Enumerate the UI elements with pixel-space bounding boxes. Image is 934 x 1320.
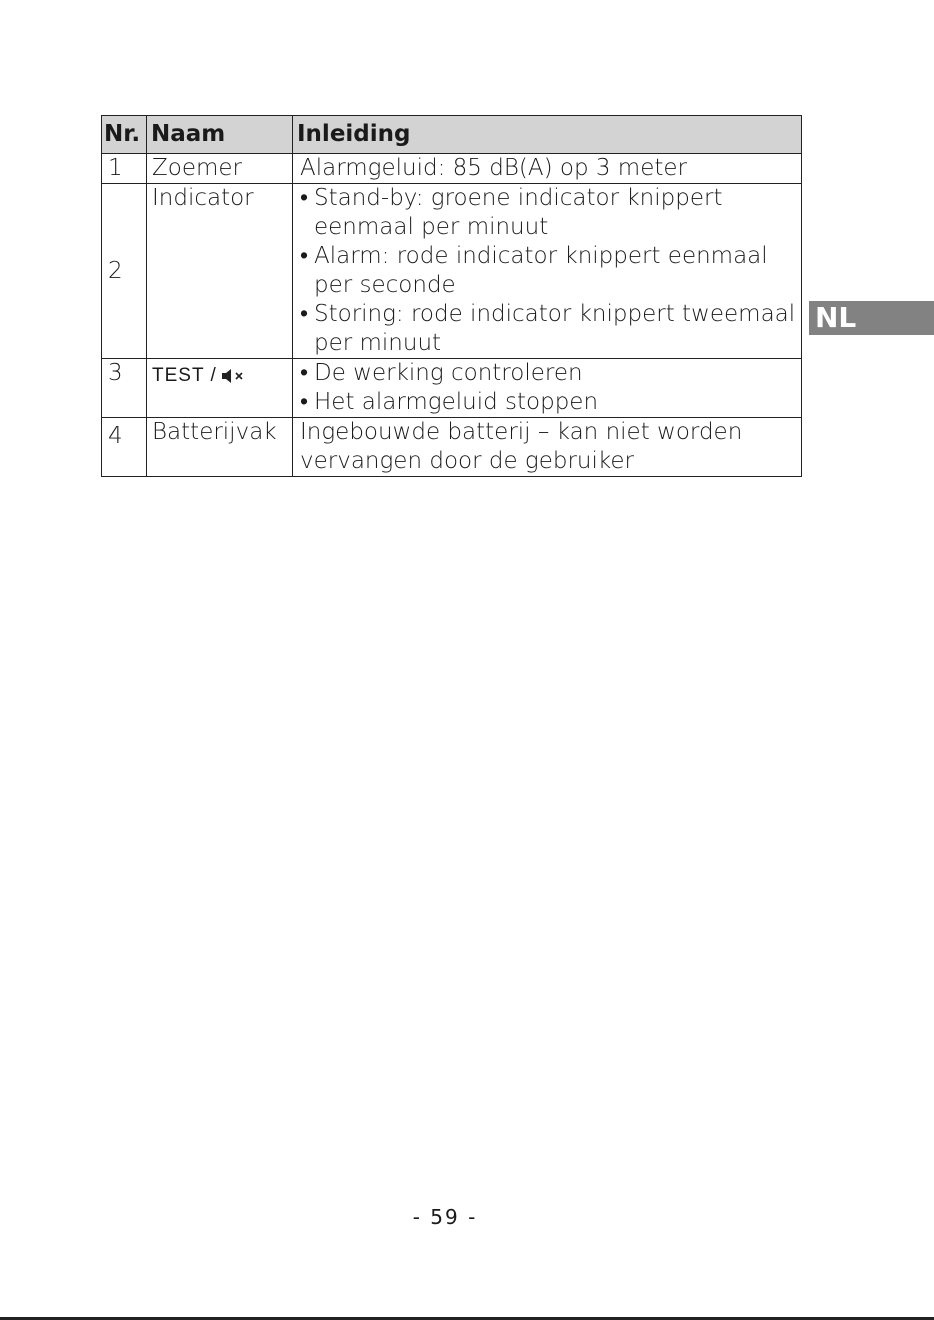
row-description (293, 184, 802, 359)
bullet-item: • Stand-by: groene indicator knippert eenmaal per minuut (300, 184, 801, 242)
mute-icon (221, 363, 247, 392)
row-number: 2 (102, 184, 147, 359)
table-row (102, 184, 802, 359)
bullet-item: • Alarm: rode indicator knippert eenmaal per seconde (300, 242, 801, 300)
header-inleiding: Inleiding (293, 116, 802, 154)
table-row (102, 418, 802, 477)
table-row (102, 154, 802, 184)
row-name (147, 359, 293, 418)
table-row (102, 359, 802, 418)
bullet-item: • Storing: rode indicator knippert tweemaal per minuut (300, 300, 801, 358)
header-naam: Naam (147, 116, 293, 154)
language-tab: NL (809, 301, 934, 335)
row-description: Alarmgeluid: 85 dB(A) op 3 meter (293, 154, 802, 184)
page-number: - 59 - (412, 1205, 478, 1229)
row-name: Batterijvak (147, 418, 293, 477)
row-description: Ingebouwde batterij – kan niet worden vervangen door de gebruiker (293, 418, 802, 477)
bullet-item: • Het alarmgeluid stoppen (300, 388, 801, 417)
row-description (293, 359, 802, 418)
row-name: Indicator (147, 184, 293, 359)
table-header-row (102, 116, 802, 154)
header-nr: Nr. (102, 116, 147, 154)
row-number: 1 (102, 154, 147, 184)
row-name: Zoemer (147, 154, 293, 184)
components-table (101, 115, 802, 477)
row-number: 3 (102, 359, 147, 418)
test-label: TEST / (152, 365, 217, 386)
row-number: 4 (102, 418, 147, 477)
bullet-item: • De werking controleren (300, 359, 801, 388)
